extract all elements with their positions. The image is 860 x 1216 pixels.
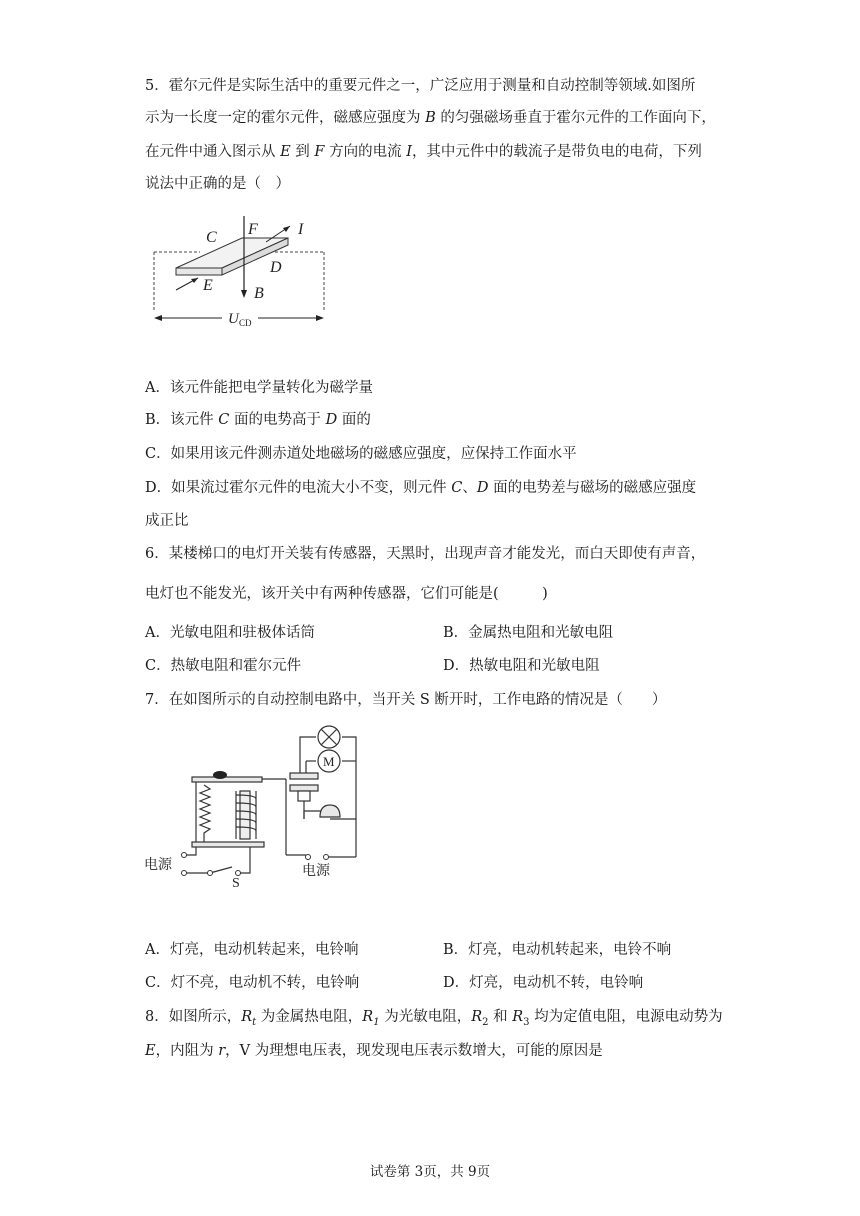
relay-circuit-figure [140, 725, 380, 890]
q6-option-c: C．热敏电阻和霍尔元件 [145, 658, 302, 674]
q6-line-2: 电灯也不能发光，该开关中有两种传感器，它们可能是( ) [145, 586, 548, 602]
bell-icon [320, 805, 340, 817]
q5-option-a: A．该元件能把电学量转化为磁学量 [145, 380, 373, 396]
q7-option-c: C．灯不亮，电动机不转，电铃响 [145, 975, 360, 991]
q5-option-d: D．如果流过霍尔元件的电流大小不变，则元件 C、D 面的电势差与磁场的磁感应强度 [145, 480, 697, 496]
label-D: D [270, 259, 282, 276]
q6-option-d: D．热敏电阻和光敏电阻 [443, 658, 600, 674]
q7-option-b: B．灯亮，电动机转起来，电铃不响 [443, 942, 672, 958]
q7-option-a: A．灯亮，电动机转起来，电铃响 [145, 942, 359, 958]
q5-line-2: 示为一长度一定的霍尔元件，磁感应强度为 B 的匀强磁场垂直于霍尔元件的工作面向下， [145, 110, 716, 126]
label-U-sub: CD [239, 318, 252, 328]
q5-line-4: 说法中正确的是（ ） [145, 176, 290, 192]
label-F: F [248, 221, 258, 238]
label-U: U [228, 311, 239, 327]
power-label-left: 电源 [144, 858, 172, 873]
label-I: I [298, 221, 304, 238]
q7-line: 7．在如图所示的自动控制电路中，当开关 S 断开时，工作电路的情况是（ ） [145, 692, 667, 708]
q5-line-3: 在元件中通入图示从 E 到 F 方向的电流 I，其中元件中的载流子是带负电的电荷，下列 [145, 144, 702, 160]
q5-line-1: 5．霍尔元件是实际生活中的重要元件之一，广泛应用于测量和自动控制等领域.如图所 [145, 78, 696, 94]
hall-element-figure [140, 212, 340, 332]
label-C: C [206, 229, 217, 246]
label-E: E [203, 277, 213, 294]
q8-line-1: 8．如图所示，$R_t$ 为金属热电阻，$R_1$ 为光敏电阻，$R_2$ 和 $R_3$ 均为定值电阻，电源电动势为 [145, 1009, 723, 1028]
label-B: B [254, 285, 264, 302]
motor-label: M [323, 754, 335, 769]
q7-option-d: D．灯亮，电动机不转，电铃响 [443, 975, 644, 991]
q8-line-2: E，内阻为 r，V 为理想电压表，现发现电压表示数增大，可能的原因是 [145, 1043, 603, 1059]
q6-option-b: B．金属热电阻和光敏电阻 [443, 625, 614, 641]
q5-option-c: C．如果用该元件测赤道处地磁场的磁感应强度，应保持工作面水平 [145, 446, 577, 462]
q6-line-1: 6．某楼梯口的电灯开关装有传感器，天黑时，出现声音才能发光，而白天即使有声音， [145, 546, 706, 562]
switch-label: S [232, 876, 240, 891]
q5-option-d-cont: 成正比 [145, 513, 189, 529]
power-label-right: 电源 [302, 864, 330, 879]
q6-option-a: A．光敏电阻和驻极体话筒 [145, 625, 315, 641]
page-footer: 试卷第 3页，共 9页 [369, 1164, 491, 1180]
q5-option-b: B．该元件 C 面的电势高于 D 面的 [145, 412, 371, 428]
